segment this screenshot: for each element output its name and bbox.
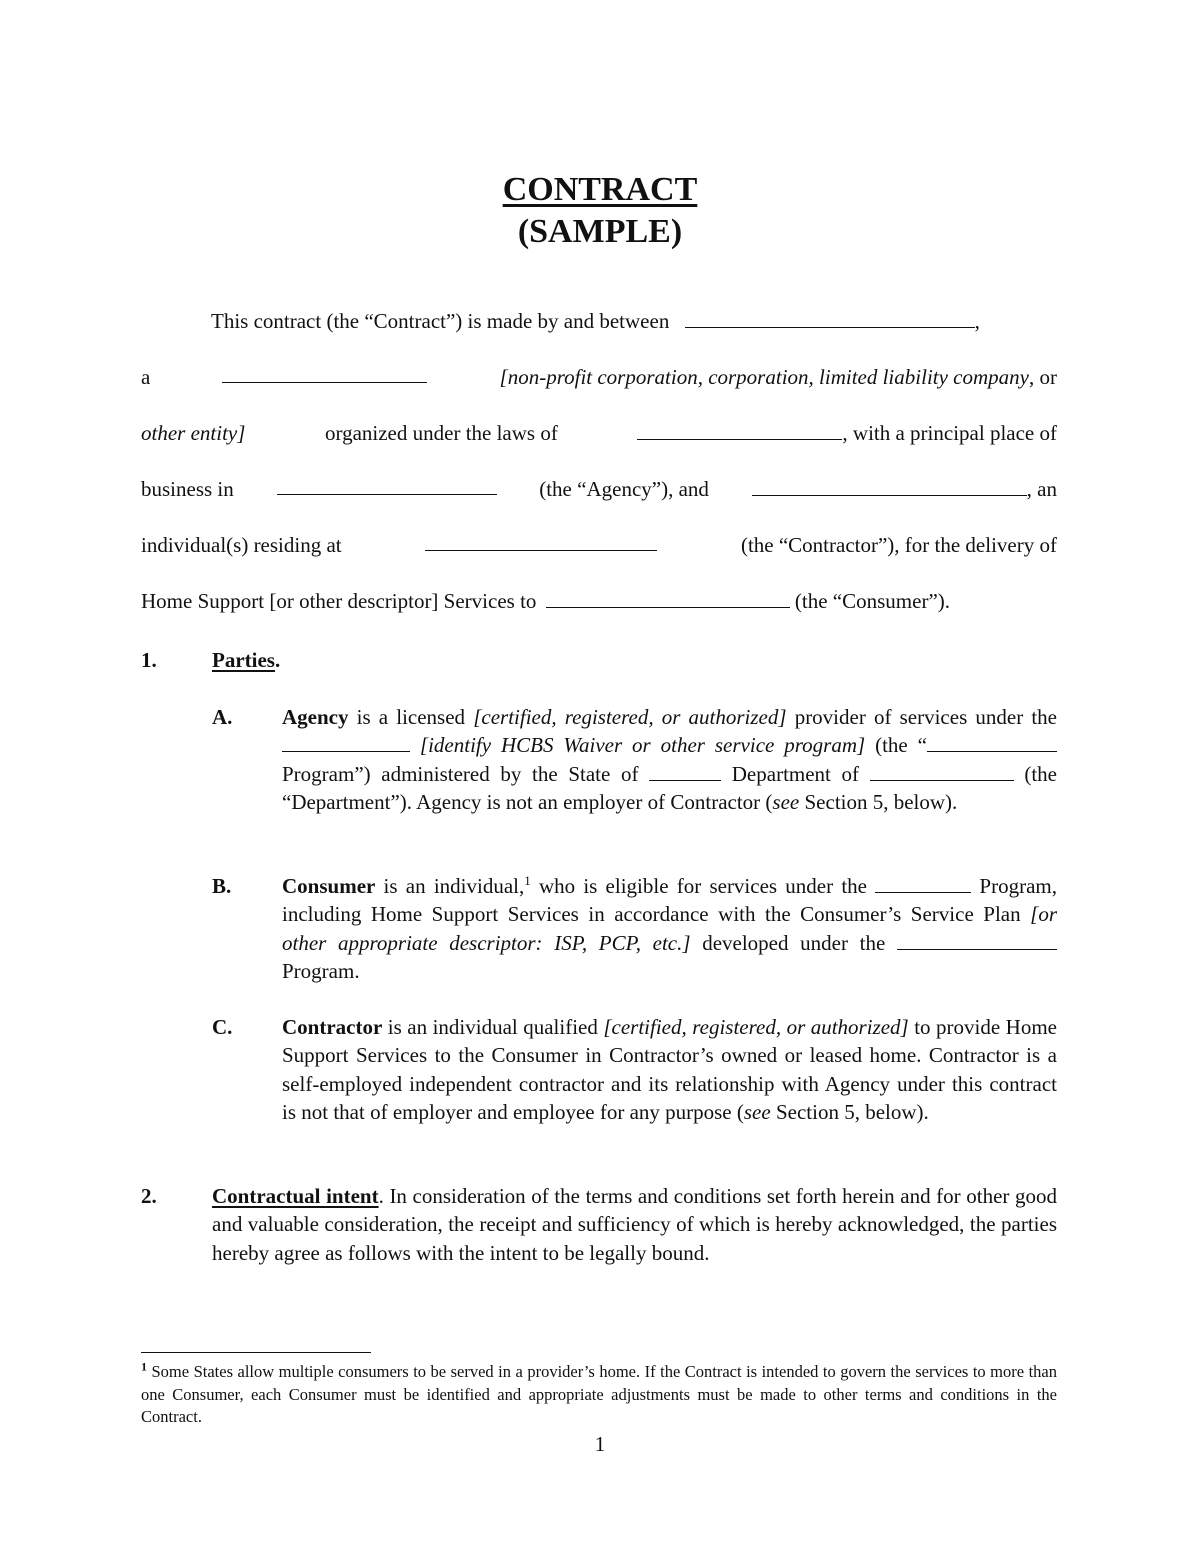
subsection-a-text: Agency is a licensed [certified, registered, or authorized] provider of services under the [identify HCBS Waiver or other service program] (the “ Program”) administered by the State of Department of (the “Department”). Agency is not an employer of Contractor (see Section 5, below). (282, 705, 1057, 814)
subsection-b-text: Consumer is an individual,$^1$ who is eligible for services under the Program, including Home Support Services in accordance with the Consumer’s Service Plan [or other appropriate descriptor: ISP, PCP, etc.] developed under the Program. (282, 873, 1057, 983)
footnote-mark: 1 (141, 1359, 147, 1374)
section-1-heading: Parties. (212, 648, 281, 672)
intro-text: Home Support [or other descriptor] Services to (141, 589, 537, 613)
intro-text: , (974, 309, 980, 333)
intro-text: a (141, 365, 151, 389)
program-blank[interactable] (875, 872, 971, 893)
section-2-text: Contractual intent. In consideration of the terms and conditions set forth herein and for other good and valuable consideration, the receipt and sufficiency of which is hereby acknowledged, the parties hereby agree as follows with the intent to be legally bound. (212, 1184, 1057, 1265)
intro-text: , with a principal place of (842, 421, 1057, 445)
intro-text: organized under the laws of (324, 421, 558, 445)
program-blank[interactable] (927, 731, 1057, 752)
intro-text: (the “Contractor”), for the delivery of (740, 533, 1057, 557)
document-subtitle: (SAMPLE) (517, 213, 683, 250)
consumer-name-blank[interactable] (546, 587, 790, 608)
party-name-blank[interactable] (685, 307, 975, 328)
entity-type-options: [non-profit corporation, corporation, limited liability company (499, 365, 1029, 389)
subsection-b-letter: B. (212, 874, 232, 898)
intro-text: individual(s) residing at (141, 533, 342, 557)
program-blank[interactable] (897, 929, 1057, 950)
entity-name-blank[interactable] (222, 362, 427, 383)
intro-line-3 (141, 418, 1057, 448)
contractor-name-blank[interactable] (752, 475, 1027, 496)
intro-line-5 (141, 530, 1057, 560)
intro-text: (the “Consumer”). (794, 589, 951, 613)
state-blank[interactable] (649, 760, 721, 781)
intro-text: business in (141, 477, 234, 501)
intro-line-2 (141, 362, 1057, 392)
page-number: 1 (594, 1432, 606, 1456)
section-2-number: 2. (141, 1184, 157, 1208)
footnote-reference[interactable]: 1 (524, 873, 531, 888)
department-blank[interactable] (870, 760, 1014, 781)
contractor-address-blank[interactable] (425, 530, 657, 551)
intro-line-4 (141, 474, 1057, 504)
intro-text: , an (1026, 477, 1057, 501)
footnote (141, 1361, 1057, 1429)
footnote-text: Some States allow multiple consumers to be served in a provider’s home. If the Contract is intended to govern the services to more than one Consumer, each Consumer must be identified and appropriate adjustments must be made to other terms and conditions in the Contract. (141, 1362, 1057, 1426)
section-2-heading: Contractual intent (212, 1184, 379, 1208)
subsection-a-letter: A. (212, 705, 233, 729)
section-1-number: 1. (141, 648, 157, 672)
entity-type-options: other entity] (141, 421, 246, 445)
footnote-separator (141, 1352, 371, 1353)
document-title: CONTRACT (502, 171, 698, 208)
intro-text: , or (1029, 365, 1057, 389)
business-location-blank[interactable] (277, 474, 497, 495)
intro-line-6 (141, 586, 1057, 616)
intro-text: (the “Agency”), and (539, 477, 709, 501)
subsection-c-text: Contractor is an individual qualified [certified, registered, or authorized] to provide Home Support Services to the Consumer in Contractor’s owned or leased home. Contractor is a self-employed independent contractor and its relationship with Agency under this contract is not that of employer and employee for any purpose (see Section 5, below). (282, 1015, 1057, 1124)
subsection-c-letter: C. (212, 1015, 233, 1039)
program-name-blank[interactable] (282, 731, 410, 752)
intro-line-1 (141, 306, 1057, 336)
intro-text: This contract (the “Contract”) is made by and between (211, 309, 670, 333)
state-laws-blank[interactable] (637, 419, 842, 440)
